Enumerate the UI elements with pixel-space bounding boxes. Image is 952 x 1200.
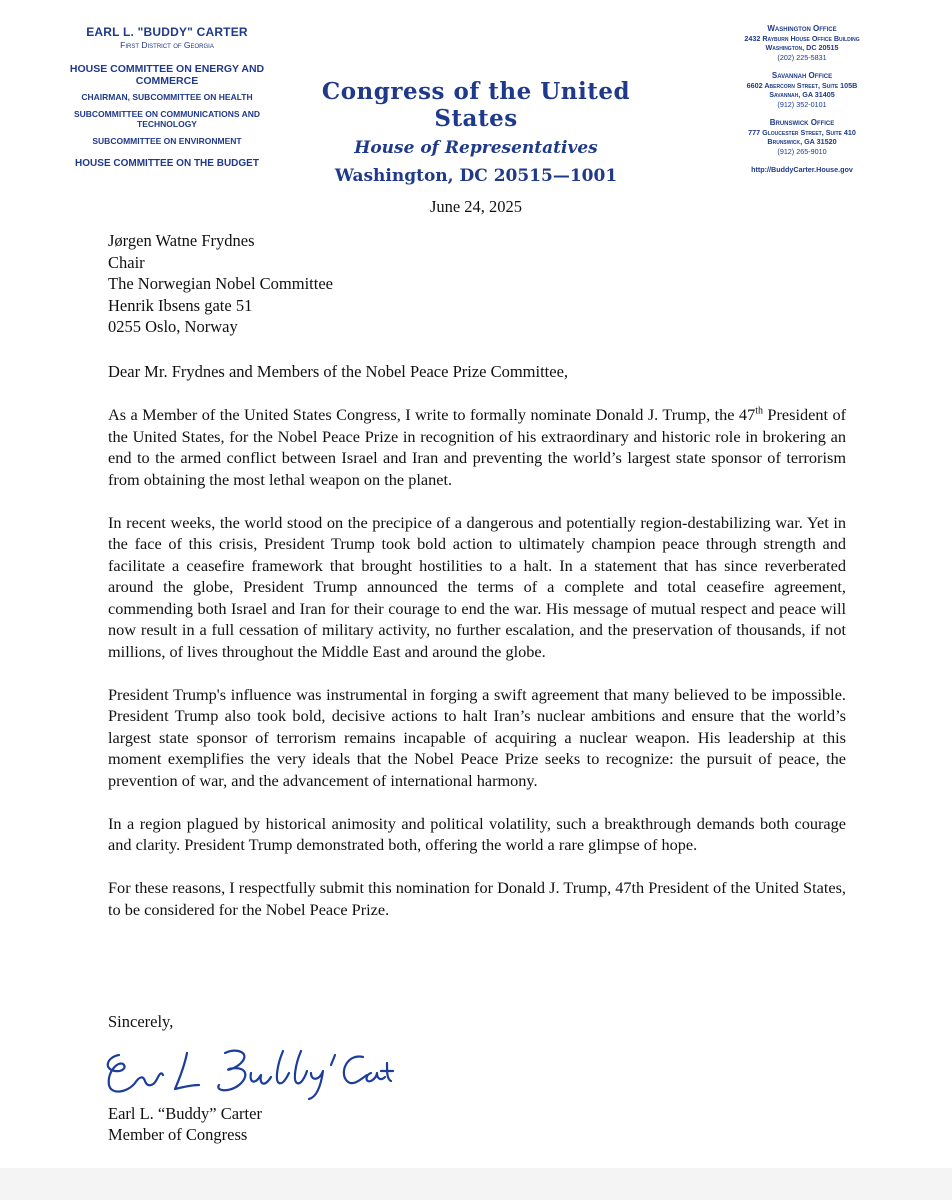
member-district: First District of Georgia (120, 40, 214, 50)
letterhead-title-block (286, 78, 666, 186)
paragraph-1 (108, 404, 846, 490)
signer-title: Member of Congress (108, 1125, 248, 1144)
signature-image (105, 1045, 395, 1108)
office-name: Washington Office (767, 24, 837, 33)
ordinal-suffix: th (755, 405, 763, 417)
office-address: 6602 Abercorn Street, Suite 105B (746, 80, 858, 90)
office-phone: (912) 352-0101 (777, 99, 827, 109)
office-phone: (912) 265-9010 (777, 146, 827, 156)
office-address: 777 Gloucester Street, Suite 410 (748, 127, 856, 137)
subcommittee-communications: SUBCOMMITTEE ON COMMUNICATIONS AND TECHNOLOGY (73, 109, 261, 129)
paragraph-2: In recent weeks, the world stood on the precipice of a dangerous and potentially region-destabilizing war. Yet in the face of this crisis, President Trump took bold action to ultimately champion peace through strength and facilitate a ceasefire framework that brought hostilities to a halt. In a statement that has since reverberated around the globe, President Trump announced the terms of a complete and total ceasefire agreement, commending both Israel and Iran for their courage to end the war. His message of mutual respect and peace will now result in a full cessation of military activity, no further escalation, and the preservation of thousands, if not millions, of lives throughout the Middle East and around the globe. (108, 512, 846, 661)
signer-block (108, 1103, 262, 1145)
paragraph-1-start: As a Member of the United States Congress, I write to formally nominate Donald J. Trump, the 47 (108, 405, 756, 424)
city-title: Washington, DC 20515—1001 (334, 166, 618, 186)
office-city: Brunswick, GA 31520 (767, 137, 837, 146)
congress-title: Congress of the United States (321, 78, 631, 132)
office-savannah (714, 71, 890, 109)
addressee-name: Jørgen Watne Frydnes (108, 231, 255, 250)
closing: Sincerely, (108, 1012, 174, 1031)
office-name: Brunswick Office (769, 118, 835, 127)
office-name: Savannah Office (771, 71, 833, 80)
committee-energy-commerce: HOUSE COMMITTEE ON ENERGY AND COMMERCE (69, 63, 265, 87)
member-name: EARL L. "BUDDY" CARTER (86, 25, 248, 39)
office-city: Washington, DC 20515 (765, 43, 839, 52)
addressee-street: Henrik Ibsens gate 51 (108, 295, 253, 315)
letterhead-member-block (62, 25, 272, 170)
addressee-organization: The Norwegian Nobel Committee (108, 274, 333, 293)
office-city: Savannah, GA 31405 (769, 90, 835, 99)
office-address: 2432 Rayburn House Office Building (744, 33, 860, 43)
salutation: Dear Mr. Frydnes and Members of the Nobel Peace Prize Committee, (108, 362, 569, 381)
signer-name: Earl L. “Buddy” Carter (108, 1104, 262, 1123)
house-title: House of Representatives (354, 138, 598, 158)
letterhead-offices-block (714, 24, 890, 175)
page-bottom-edge (0, 1168, 952, 1200)
paragraph-4: In a region plagued by historical animosity and political volatility, such a breakthrough demands both courage and clarity. President Trump demonstrated both, offering the world a rare glimpse of hope. (108, 813, 846, 854)
website-link[interactable]: http://BuddyCarter.House.gov (751, 165, 853, 174)
addressee-block (108, 230, 333, 338)
paragraph-1-rest: President of the United States, for the Nobel Peace Prize in recognition of his extraordinary and historic role in brokering an end to the armed conflict between Israel and Iran and preventing the world’s largest state sponsor of terrorism from obtaining the most lethal weapon on the planet. (108, 405, 847, 489)
subcommittee-environment: SUBCOMMITTEE ON ENVIRONMENT (92, 136, 242, 146)
office-washington (714, 24, 890, 62)
committee-budget: HOUSE COMMITTEE ON THE BUDGET (75, 158, 259, 169)
letter-date: June 24, 2025 (429, 197, 523, 216)
paragraph-5: For these reasons, I respectfully submit this nomination for Donald J. Trump, 47th President of the United States, to be considered for the Nobel Peace Prize. (108, 878, 846, 919)
addressee-title: Chair (108, 252, 145, 272)
office-phone: (202) 225-5831 (777, 52, 827, 62)
office-brunswick (714, 118, 890, 156)
chairman-subcommittee-health: CHAIRMAN, SUBCOMMITTEE ON HEALTH (81, 92, 253, 102)
letter-body (108, 404, 846, 942)
addressee-city: 0255 Oslo, Norway (108, 317, 238, 336)
paragraph-3: President Trump's influence was instrumental in forging a swift agreement that many believed to be impossible. President Trump also took bold, decisive actions to halt Iran’s nuclear ambitions and ensure that the world’s largest state sponsor of terrorism remains incapable of acquiring a nuclear weapon. His leadership at this moment exemplifies the very ideals that the Nobel Peace Prize seeks to recognize: the pursuit of peace, the prevention of war, and the advancement of international harmony. (108, 684, 846, 790)
signature-drawing (105, 1045, 395, 1103)
